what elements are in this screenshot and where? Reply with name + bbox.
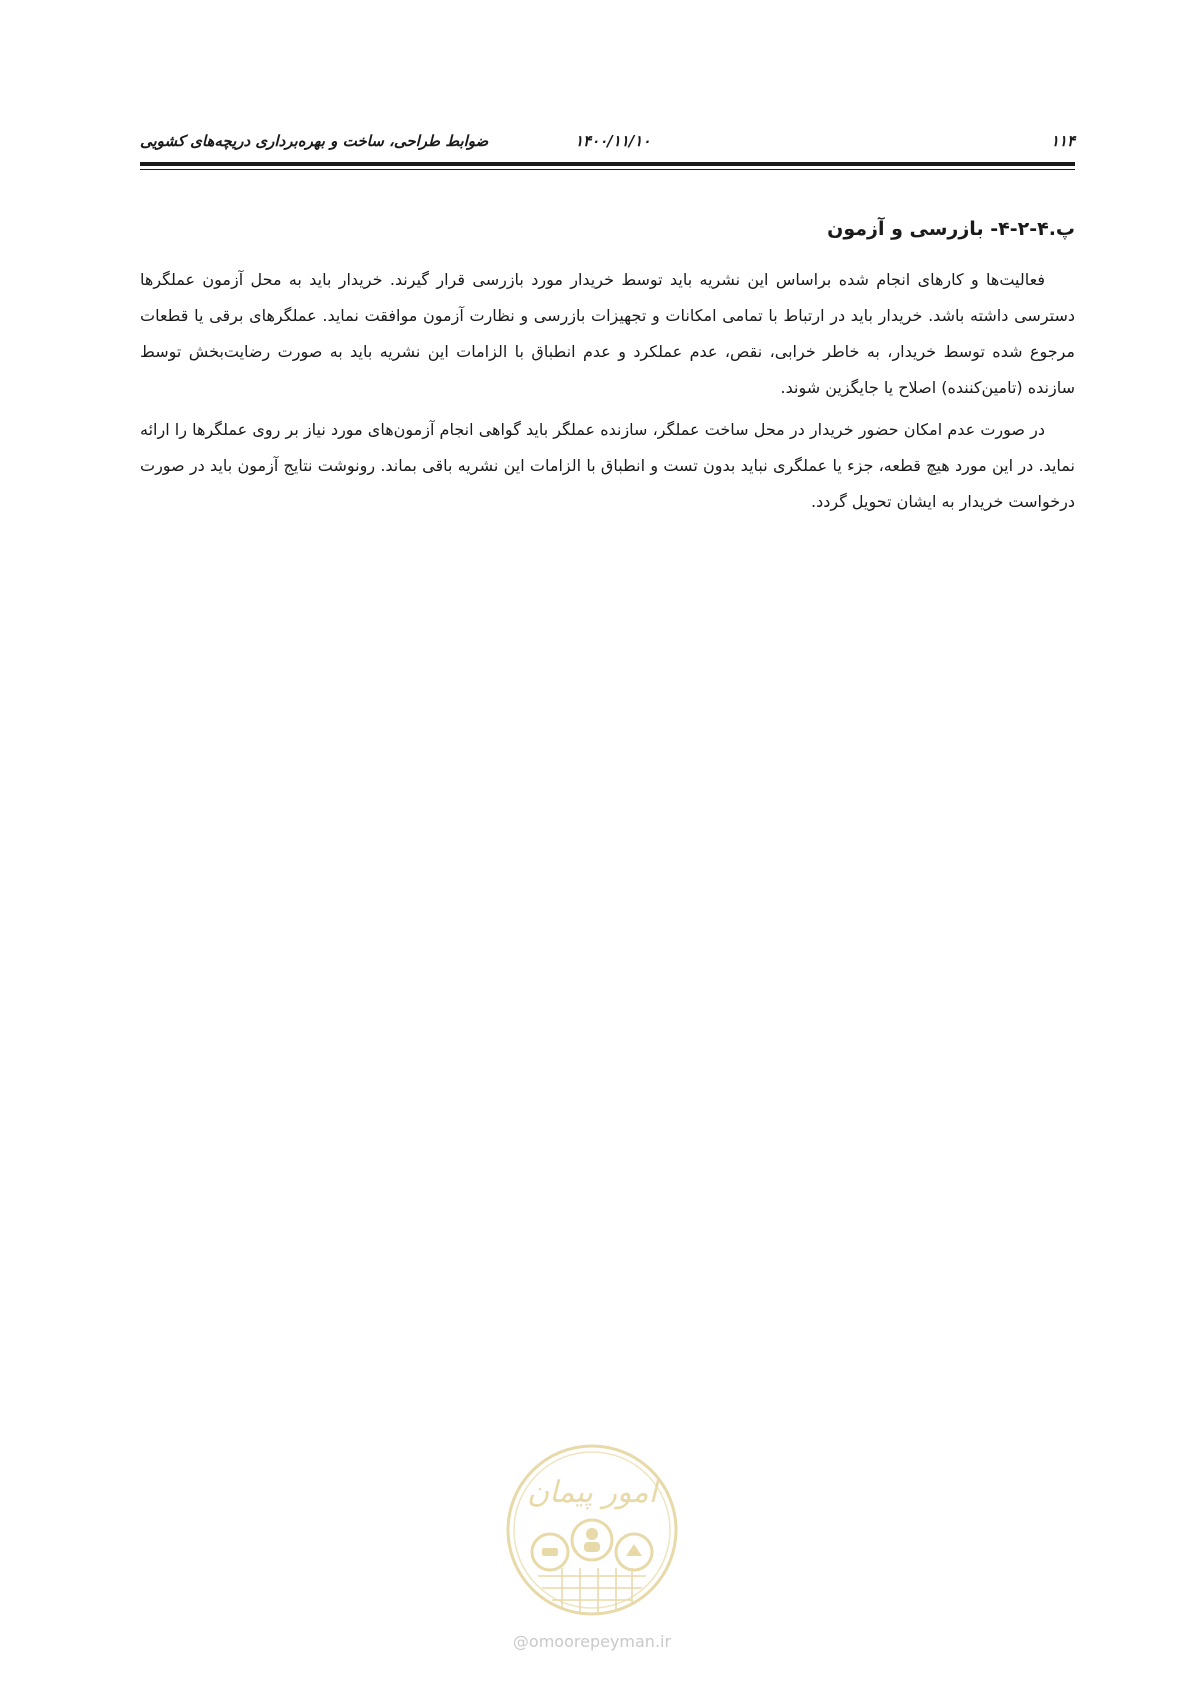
header-rule-thick	[140, 162, 1075, 166]
paragraph-2: در صورت عدم امکان حضور خریدار در محل ساخت عملگر، سازنده عملگر باید گواهی انجام آزمون‌های مورد نیاز بر روی عملگرها را ارائه نماید. در این مورد هیچ قطعه، جزء یا عملگری نباید بدون تست و انطباق با الزامات این نشریه باقی بماند. رونوشت نتایج آزمون باید در صورت درخواست خریدار به ایشان تحویل گردد.	[140, 420, 1075, 511]
watermark-logo	[502, 1440, 682, 1620]
header-rule-thin	[140, 169, 1075, 170]
page-number: ۱۱۴	[1050, 132, 1075, 150]
watermark-url: @omoorepeyman.ir	[512, 1632, 672, 1651]
page-header	[140, 128, 1075, 158]
header-date: ۱۴۰۰/۱۱/۱۰	[575, 132, 651, 150]
page-content	[140, 218, 1075, 520]
watermark-logo-text: امور پیمان	[527, 1475, 657, 1510]
header-title: ضوابط طراحی، ساخت و بهره‌برداری دریچه‌های کشویی	[140, 132, 489, 150]
paragraph-1: فعالیت‌ها و کارهای انجام شده براساس این نشریه باید توسط خریدار مورد بازرسی قرار گیرند. خریدار باید به محل آزمون عملگرها دسترسی داشته باشد. خریدار باید در ارتباط با تمامی امکانات و تجهیزات بازرسی و نظارت آزمون موافقت نماید. عملگرهای برقی یا قطعات مرجوع شده توسط خریدار، به خاطر خرابی، نقص، عدم عملکرد و عدم انطباق با الزامات این نشریه باید به صورت رضایت‌بخش توسط سازنده (تامین‌کننده) اصلاح یا جایگزین شوند.	[140, 270, 1075, 397]
section-title: پ.۴-۲-۴- بازرسی و آزمون	[827, 218, 1075, 240]
